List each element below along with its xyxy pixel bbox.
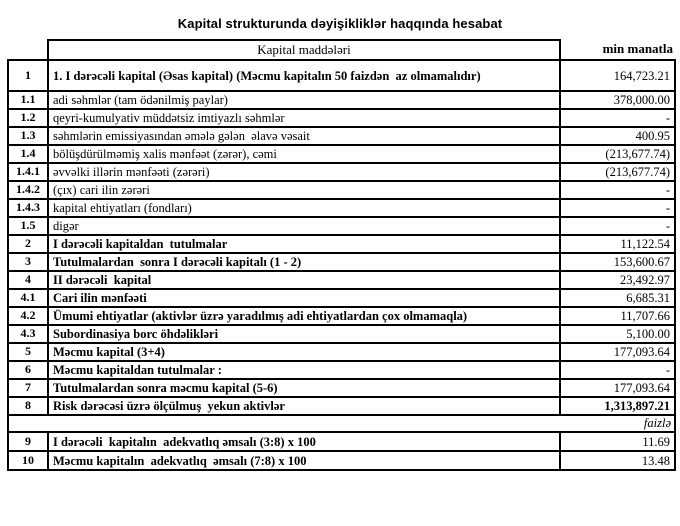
row-number: 6 xyxy=(8,361,48,379)
row-number: 1.4.2 xyxy=(8,181,48,199)
table-row xyxy=(8,217,675,235)
row-label: Tutulmalardan sonra I dərəcəli kapitalı (1 - 2) xyxy=(48,253,560,271)
row-value: (213,677.74) xyxy=(560,145,675,163)
row-label: Məcmu kapitaldan tutulmalar : xyxy=(48,361,560,379)
row-number: 4 xyxy=(8,271,48,289)
row-value: (213,677.74) xyxy=(560,163,675,181)
row-number: 4.1 xyxy=(8,289,48,307)
row-number: 1.4 xyxy=(8,145,48,163)
table-row xyxy=(8,60,675,91)
table-row xyxy=(8,307,675,325)
row-label: kapital ehtiyatları (fondları) xyxy=(48,199,560,217)
table-row xyxy=(8,451,675,470)
column-header-unit-min-manatla: min manatla xyxy=(602,41,673,57)
row-label: Cari ilin mənfəəti xyxy=(48,289,560,307)
row-number: 1.5 xyxy=(8,217,48,235)
row-number: 1.3 xyxy=(8,127,48,145)
table-row xyxy=(8,199,675,217)
row-number: 9 xyxy=(8,432,48,451)
row-value: 177,093.64 xyxy=(560,379,675,397)
row-number: 4.3 xyxy=(8,325,48,343)
row-number: 7 xyxy=(8,379,48,397)
row-number: 3 xyxy=(8,253,48,271)
table-row xyxy=(8,127,675,145)
capital-report-table xyxy=(7,39,676,471)
row-value: 153,600.67 xyxy=(560,253,675,271)
row-label: (çıx) cari ilin zərəri xyxy=(48,181,560,199)
row-value: 378,000.00 xyxy=(560,91,675,109)
table-row xyxy=(8,109,675,127)
row-label: səhmlərin emissiyasından əmələ gələn əlavə vəsait xyxy=(48,127,560,145)
row-value: - xyxy=(560,109,675,127)
row-number: 4.2 xyxy=(8,307,48,325)
table-row xyxy=(8,325,675,343)
table-row xyxy=(8,271,675,289)
unit-note-row xyxy=(8,415,675,432)
row-label: adi səhmlər (tam ödənilmiş paylar) xyxy=(48,91,560,109)
row-value: 177,093.64 xyxy=(560,343,675,361)
row-number: 1.4.1 xyxy=(8,163,48,181)
row-number: 1 xyxy=(8,60,48,91)
table-row xyxy=(8,145,675,163)
row-label: Məcmu kapitalın adekvatlıq əmsalı (7:8) x 100 xyxy=(48,451,560,470)
row-label: bölüşdürülməmiş xalis mənfəət (zərər), cəmi xyxy=(48,145,560,163)
row-label: Risk dərəcəsi üzrə ölçülmuş yekun aktivlər xyxy=(48,397,560,415)
row-number: 8 xyxy=(8,397,48,415)
row-label: qeyri-kumulyativ müddətsiz imtiyazlı səhmlər xyxy=(48,109,560,127)
row-value: - xyxy=(560,199,675,217)
row-value: 23,492.97 xyxy=(560,271,675,289)
table-row xyxy=(8,379,675,397)
table-row xyxy=(8,235,675,253)
row-value: - xyxy=(560,361,675,379)
row-label: 1. I dərəcəli kapital (Əsas kapital) (Məcmu kapitalın 50 faizdən az olmamalıdır) xyxy=(48,60,560,91)
row-value: - xyxy=(560,181,675,199)
table-row xyxy=(8,432,675,451)
row-label: digər xyxy=(48,217,560,235)
row-value: 400.95 xyxy=(560,127,675,145)
row-value: 13.48 xyxy=(560,451,675,470)
row-number: 1.4.3 xyxy=(8,199,48,217)
row-number: 5 xyxy=(8,343,48,361)
row-value: 11,707.66 xyxy=(560,307,675,325)
table-row xyxy=(8,181,675,199)
table-row xyxy=(8,343,675,361)
row-label: Tutulmalardan sonra məcmu kapital (5-6) xyxy=(48,379,560,397)
table-row xyxy=(8,361,675,379)
row-label: Subordinasiya borc öhdəlikləri xyxy=(48,325,560,343)
row-number: 1.1 xyxy=(8,91,48,109)
report-title: Kapital strukturunda dəyişikliklər haqqında hesabat xyxy=(177,16,503,31)
row-label: I dərəcəli kapitalın adekvatlıq əmsalı (3:8) x 100 xyxy=(48,432,560,451)
row-number: 10 xyxy=(8,451,48,470)
row-value: 11,122.54 xyxy=(560,235,675,253)
report-table-body xyxy=(8,40,675,470)
row-value: 6,685.31 xyxy=(560,289,675,307)
row-label: II dərəcəli kapital xyxy=(48,271,560,289)
row-number: 1.2 xyxy=(8,109,48,127)
row-label: əvvəlki illərin mənfəəti (zərəri) xyxy=(48,163,560,181)
table-row xyxy=(8,163,675,181)
unit-note-faizle: faizlə xyxy=(8,415,675,432)
row-value: 164,723.21 xyxy=(560,60,675,91)
table-row xyxy=(8,91,675,109)
row-number: 2 xyxy=(8,235,48,253)
column-header-capital-items: Kapital maddələri xyxy=(48,40,560,60)
table-row xyxy=(8,253,675,271)
table-row xyxy=(8,289,675,307)
header-empty-cell xyxy=(8,40,48,60)
row-value: 5,100.00 xyxy=(560,325,675,343)
row-label: Ümumi ehtiyatlar (aktivlər üzrə yaradılmış adi ehtiyatlardan çox olmamaqla) xyxy=(48,307,560,325)
row-value: 1,313,897.21 xyxy=(560,397,675,415)
header-row xyxy=(8,40,675,60)
table-row xyxy=(8,397,675,415)
row-value: - xyxy=(560,217,675,235)
row-label: I dərəcəli kapitaldan tutulmalar xyxy=(48,235,560,253)
row-label: Məcmu kapital (3+4) xyxy=(48,343,560,361)
row-value: 11.69 xyxy=(560,432,675,451)
